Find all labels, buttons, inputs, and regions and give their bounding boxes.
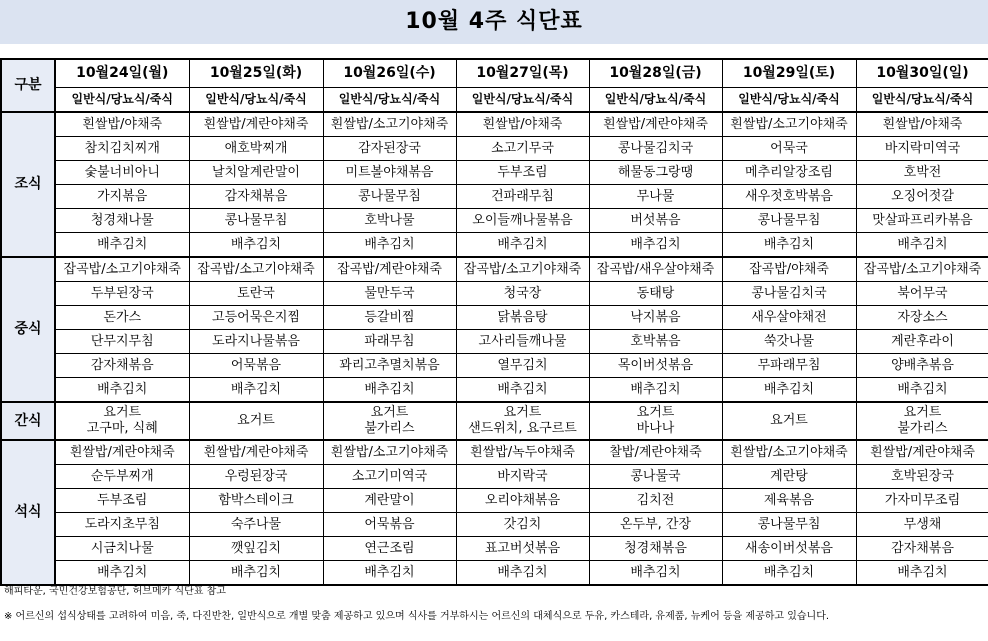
- menu-cell: 흰쌀밥/소고기야채죽: [722, 440, 856, 465]
- menu-cell: 순두부찌개: [55, 465, 189, 489]
- menu-cell: 배추김치: [189, 378, 323, 403]
- lunch-row: [1, 378, 988, 403]
- menu-cell: 배추김치: [55, 378, 189, 403]
- day-header: 10월27일(목): [456, 59, 589, 88]
- menu-cell: 배추김치: [722, 233, 856, 258]
- menu-cell: 흰쌀밥/녹두야채죽: [456, 440, 589, 465]
- day-header: 10월29일(토): [722, 59, 856, 88]
- menu-cell: 콩나물국: [589, 465, 722, 489]
- dinner-row: [1, 465, 988, 489]
- menu-cell: 계란후라이: [856, 330, 988, 354]
- menu-cell: 배추김치: [589, 233, 722, 258]
- menu-cell: 두부조림: [55, 489, 189, 513]
- menu-cell: 배추김치: [456, 378, 589, 403]
- menu-cell: 배추김치: [722, 561, 856, 586]
- menu-cell: 소고기미역국: [323, 465, 456, 489]
- menu-cell: 어묵볶음: [189, 354, 323, 378]
- menu-cell: 어묵국: [722, 137, 856, 161]
- menu-cell: 배추김치: [323, 378, 456, 403]
- snack-label: 간식: [1, 402, 55, 440]
- menu-cell: 감자채볶음: [856, 537, 988, 561]
- menu-cell: 흰쌀밥/소고기야채죽: [722, 112, 856, 137]
- dinner-row: [1, 561, 988, 586]
- menu-cell: 배추김치: [55, 233, 189, 258]
- dinner-row: [1, 489, 988, 513]
- menu-cell: 배추김치: [589, 561, 722, 586]
- menu-cell: 계란탕: [722, 465, 856, 489]
- menu-cell: 호박된장국: [856, 465, 988, 489]
- breakfast-row: [1, 233, 988, 258]
- menu-cell: 배추김치: [456, 561, 589, 586]
- menu-cell: 도라지나물볶음: [189, 330, 323, 354]
- snack-item: 요거트: [237, 413, 275, 428]
- menu-cell: 해물동그랑땡: [589, 161, 722, 185]
- menu-cell: 흰쌀밥/소고기야채죽: [323, 440, 456, 465]
- breakfast-label: 조식: [1, 112, 55, 257]
- menu-cell: 콩나물김치국: [722, 282, 856, 306]
- menu-cell: 잡곡밥/소고기야채죽: [856, 257, 988, 282]
- menu-cell: 북어무국: [856, 282, 988, 306]
- menu-cell: 동태탕: [589, 282, 722, 306]
- menu-table: [0, 58, 988, 586]
- menu-cell: 흰쌀밥/소고기야채죽: [323, 112, 456, 137]
- menu-cell: 콩나물무침: [323, 185, 456, 209]
- menu-cell: 함박스테이크: [189, 489, 323, 513]
- menu-cell: 흰쌀밥/계란야채죽: [189, 112, 323, 137]
- menu-cell: 낙지볶음: [589, 306, 722, 330]
- menu-cell: 배추김치: [323, 561, 456, 586]
- menu-cell: 목이버섯볶음: [589, 354, 722, 378]
- menu-cell: 양배추볶음: [856, 354, 988, 378]
- snack-item: 불가리스: [897, 421, 948, 436]
- diet-type-label: 일반식/당뇨식/죽식: [856, 88, 988, 113]
- menu-cell: 청국장: [456, 282, 589, 306]
- menu-cell: 숯불너비아니: [55, 161, 189, 185]
- lunch-row: [1, 257, 988, 282]
- menu-cell: 호박나물: [323, 209, 456, 233]
- footnote: ※ 어르신의 섭식상태를 고려하여 미음, 죽, 다진반찬, 일반식으로 개별 맞춤 제공하고 있으며 식사를 거부하시는 어르신의 대체식으로 두유, 카스테라, 유제품, 뉴케어 등을 제공하고 있습니다.: [4, 611, 830, 622]
- menu-cell: 날치알계란말이: [189, 161, 323, 185]
- day-header: 10월24일(월): [55, 59, 189, 88]
- menu-cell: 꽈리고추멸치볶음: [323, 354, 456, 378]
- diet-type-label: 일반식/당뇨식/죽식: [722, 88, 856, 113]
- menu-cell: 배추김치: [856, 378, 988, 403]
- notes: [4, 585, 984, 623]
- menu-cell: 계란말이: [323, 489, 456, 513]
- diet-type-row: [1, 88, 988, 113]
- snack-item: 요거트: [503, 405, 542, 420]
- lunch-row: [1, 354, 988, 378]
- snack-item: 요거트: [903, 405, 942, 420]
- menu-cell: 바지락미역국: [856, 137, 988, 161]
- menu-cell: 콩나물김치국: [589, 137, 722, 161]
- menu-cell: 새송이버섯볶음: [722, 537, 856, 561]
- menu-cell: 감자된장국: [323, 137, 456, 161]
- menu-cell: 깻잎김치: [189, 537, 323, 561]
- menu-cell: 콩나물무침: [189, 209, 323, 233]
- menu-cell: 제육볶음: [722, 489, 856, 513]
- menu-cell: 오이들깨나물볶음: [456, 209, 589, 233]
- menu-cell: 잡곡밥/소고기야채죽: [456, 257, 589, 282]
- diet-type-label: 일반식/당뇨식/죽식: [55, 88, 189, 113]
- menu-cell: 단무지무침: [55, 330, 189, 354]
- menu-cell: 고사리들깨나물: [456, 330, 589, 354]
- menu-cell: 맛살파프리카볶음: [856, 209, 988, 233]
- menu-cell: 표고버섯볶음: [456, 537, 589, 561]
- menu-cell: 무파래무침: [722, 354, 856, 378]
- menu-cell: 흰쌀밥/야채죽: [856, 112, 988, 137]
- lunch-row: [1, 330, 988, 354]
- dinner-row: [1, 513, 988, 537]
- menu-cell: 연근조림: [323, 537, 456, 561]
- menu-cell: 온두부, 간장: [589, 513, 722, 537]
- menu-cell: 잡곡밥/소고기야채죽: [189, 257, 323, 282]
- lunch-row: [1, 306, 988, 330]
- snack-item: 바나나: [636, 421, 675, 436]
- menu-cell: 우렁된장국: [189, 465, 323, 489]
- menu-cell: 숙주나물: [189, 513, 323, 537]
- menu-cell: 건파래무침: [456, 185, 589, 209]
- category-header: 구분: [1, 59, 55, 112]
- menu-cell: 메추리알장조림: [722, 161, 856, 185]
- menu-cell: 애호박찌개: [189, 137, 323, 161]
- menu-cell: 버섯볶음: [589, 209, 722, 233]
- dinner-row: [1, 537, 988, 561]
- snack-cell: [456, 402, 589, 440]
- menu-cell: 잡곡밥/계란야채죽: [323, 257, 456, 282]
- menu-cell: 배추김치: [722, 378, 856, 403]
- menu-cell: 도라지초무침: [55, 513, 189, 537]
- breakfast-row: [1, 137, 988, 161]
- menu-cell: 배추김치: [189, 561, 323, 586]
- snack-item: 요거트: [370, 405, 409, 420]
- page-title: 10월 4주 식단표: [0, 0, 988, 44]
- menu-cell: 감자채볶음: [189, 185, 323, 209]
- snack-cell: [55, 402, 189, 440]
- menu-cell: 어묵볶음: [323, 513, 456, 537]
- breakfast-row: [1, 185, 988, 209]
- menu-cell: 배추김치: [323, 233, 456, 258]
- snack-item: 고구마, 식혜: [86, 421, 158, 436]
- menu-cell: 배추김치: [856, 561, 988, 586]
- snack-cell: [189, 402, 323, 440]
- source-note: 해피타운, 국민건강보험공단, 허브메카 식단표 참고: [4, 586, 226, 597]
- menu-cell: 두부된장국: [55, 282, 189, 306]
- day-header: 10월28일(금): [589, 59, 722, 88]
- menu-cell: 시금치나물: [55, 537, 189, 561]
- menu-cell: 오리야채볶음: [456, 489, 589, 513]
- menu-cell: 청경채볶음: [589, 537, 722, 561]
- menu-cell: 파래무침: [323, 330, 456, 354]
- menu-cell: 흰쌀밥/계란야채죽: [856, 440, 988, 465]
- menu-cell: 흰쌀밥/계란야채죽: [589, 112, 722, 137]
- menu-cell: 소고기무국: [456, 137, 589, 161]
- menu-cell: 자장소스: [856, 306, 988, 330]
- menu-cell: 가자미무조림: [856, 489, 988, 513]
- menu-cell: 미트볼야채볶음: [323, 161, 456, 185]
- menu-cell: 잡곡밥/소고기야채죽: [55, 257, 189, 282]
- snack-cell: [589, 402, 722, 440]
- menu-cell: 두부조림: [456, 161, 589, 185]
- menu-cell: 오징어젓갈: [856, 185, 988, 209]
- snack-row: [1, 402, 988, 440]
- menu-cell: 흰쌀밥/계란야채죽: [55, 440, 189, 465]
- date-row: [1, 59, 988, 88]
- menu-cell: 물만두국: [323, 282, 456, 306]
- lunch-row: [1, 282, 988, 306]
- menu-cell: 참치김치찌개: [55, 137, 189, 161]
- menu-cell: 콩나물무침: [722, 513, 856, 537]
- snack-item: 요거트: [103, 405, 142, 420]
- snack-item: 샌드위치, 요구르트: [468, 421, 577, 436]
- menu-cell: 잡곡밥/새우살야채죽: [589, 257, 722, 282]
- menu-cell: 쑥갓나물: [722, 330, 856, 354]
- menu-cell: 갓김치: [456, 513, 589, 537]
- breakfast-row: [1, 112, 988, 137]
- day-header: 10월30일(일): [856, 59, 988, 88]
- menu-cell: 흰쌀밥/야채죽: [55, 112, 189, 137]
- diet-type-label: 일반식/당뇨식/죽식: [456, 88, 589, 113]
- diet-type-label: 일반식/당뇨식/죽식: [323, 88, 456, 113]
- menu-cell: 새우살야채전: [722, 306, 856, 330]
- snack-item: 불가리스: [364, 421, 415, 436]
- menu-cell: 배추김치: [856, 233, 988, 258]
- dinner-row: [1, 440, 988, 465]
- snack-item: 요거트: [770, 413, 808, 428]
- menu-cell: 청경채나물: [55, 209, 189, 233]
- menu-cell: 호박볶음: [589, 330, 722, 354]
- diet-type-label: 일반식/당뇨식/죽식: [589, 88, 722, 113]
- breakfast-row: [1, 209, 988, 233]
- menu-cell: 배추김치: [189, 233, 323, 258]
- menu-cell: 흰쌀밥/야채죽: [456, 112, 589, 137]
- menu-cell: 호박전: [856, 161, 988, 185]
- snack-item: 요거트: [636, 405, 675, 420]
- menu-cell: 새우젓호박볶음: [722, 185, 856, 209]
- menu-cell: 흰쌀밥/계란야채죽: [189, 440, 323, 465]
- menu-cell: 배추김치: [589, 378, 722, 403]
- menu-cell: 배추김치: [55, 561, 189, 586]
- menu-cell: 가지볶음: [55, 185, 189, 209]
- menu-cell: 닭볶음탕: [456, 306, 589, 330]
- menu-cell: 무생채: [856, 513, 988, 537]
- diet-type-label: 일반식/당뇨식/죽식: [189, 88, 323, 113]
- snack-cell: [856, 402, 988, 440]
- menu-cell: 등갈비찜: [323, 306, 456, 330]
- menu-cell: 열무김치: [456, 354, 589, 378]
- day-header: 10월25일(화): [189, 59, 323, 88]
- menu-cell: 감자채볶음: [55, 354, 189, 378]
- menu-cell: 바지락국: [456, 465, 589, 489]
- menu-cell: 토란국: [189, 282, 323, 306]
- menu-cell: 고등어묵은지찜: [189, 306, 323, 330]
- menu-cell: 찰밥/계란야채죽: [589, 440, 722, 465]
- menu-cell: 무나물: [589, 185, 722, 209]
- dinner-label: 석식: [1, 440, 55, 585]
- snack-cell: [323, 402, 456, 440]
- menu-cell: 배추김치: [456, 233, 589, 258]
- lunch-label: 중식: [1, 257, 55, 402]
- menu-cell: 돈가스: [55, 306, 189, 330]
- breakfast-row: [1, 161, 988, 185]
- menu-cell: 김치전: [589, 489, 722, 513]
- menu-cell: 잡곡밥/야채죽: [722, 257, 856, 282]
- menu-cell: 콩나물무침: [722, 209, 856, 233]
- day-header: 10월26일(수): [323, 59, 456, 88]
- snack-cell: [722, 402, 856, 440]
